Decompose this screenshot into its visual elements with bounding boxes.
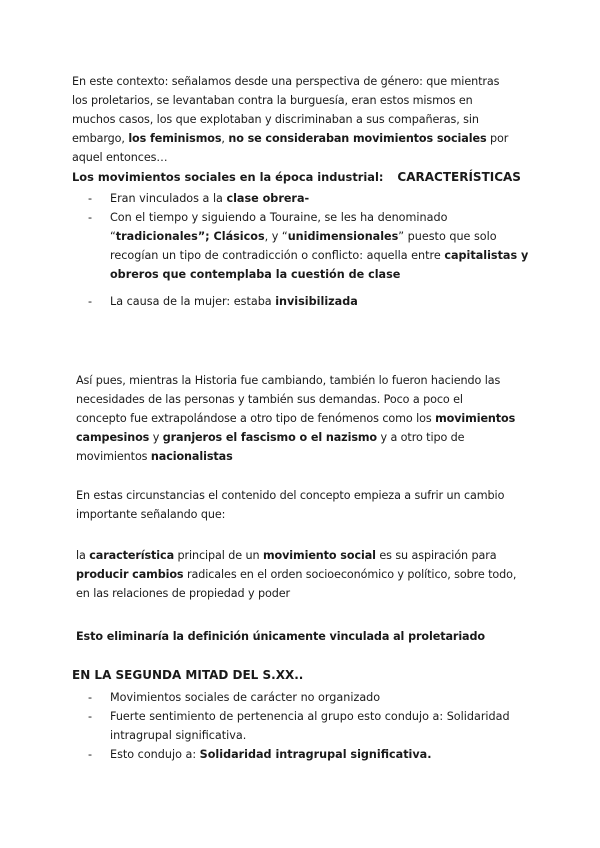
- text-run: principal de un: [174, 549, 263, 562]
- text-run: En este contexto: señalamos desde una perspectiva de género: que mientras los proletarios, se levantaban contra la burguesía, eran estos mismos en muchos casos, los que explotaban y discriminaban a sus compañeras, sin embargo,: [72, 75, 500, 145]
- heading-right: CARACTERÍSTICAS: [397, 170, 521, 184]
- emphasis-granjeros: granjeros el fascismo o el nazismo: [162, 431, 378, 444]
- second-half-list: [88, 688, 528, 764]
- emphasis-capitalistas-obreros: capitalistas y obreros que contemplaba la cuestión de clase: [110, 249, 529, 281]
- text-run: por aquel entonces…: [72, 132, 509, 164]
- list-item: [88, 745, 528, 764]
- list-item: [88, 292, 530, 311]
- text-run: y: [149, 431, 163, 444]
- text-run: La causa de la mujer: estaba: [110, 295, 276, 308]
- definition-paragraph: [76, 546, 524, 603]
- text-run: Esto eliminaría la definición únicamente vinculada al proletariado: [76, 630, 485, 643]
- emphasis-campesinos: movimientos campesinos: [76, 412, 516, 444]
- emphasis-clasicos: ”; Clásicos: [197, 230, 265, 243]
- list-item: [88, 688, 528, 707]
- circumstances-paragraph: [76, 486, 506, 524]
- list-item: [88, 707, 528, 745]
- text-run: , y “: [264, 230, 288, 243]
- conclusion-paragraph: [76, 627, 516, 646]
- emphasis-producir-cambios: producir cambios: [76, 568, 184, 581]
- emphasis-clase-obrera: clase obrera-: [226, 192, 310, 205]
- history-paragraph: [76, 371, 516, 466]
- emphasis-solidaridad: Solidaridad intragrupal significativa.: [199, 748, 432, 761]
- list-item: [88, 189, 530, 208]
- intro-paragraph: [72, 72, 512, 167]
- text-run: En estas circunstancias el contenido del concepto empieza a sufrir un cambio importante señalando que:: [76, 489, 505, 521]
- emphasis-no-movimientos: no se consideraban movimientos sociales: [228, 132, 487, 145]
- characteristics-list: [88, 189, 530, 311]
- emphasis-nacionalistas: nacionalistas: [150, 450, 233, 463]
- text-run: ” puesto que solo recogían un tipo de contradicción o conflicto: aquella entre: [110, 230, 497, 262]
- section-heading-second-half: [72, 668, 472, 682]
- text-run: Esto condujo a:: [110, 748, 200, 761]
- text-run: Fuerte sentimiento de pertenencia al grupo esto condujo a: Solidaridad intragrupal significativa.: [110, 710, 510, 742]
- list-item: [88, 208, 530, 284]
- emphasis-feminismos: los feminismos: [128, 132, 222, 145]
- text-run: Movimientos sociales de carácter no organizado: [110, 691, 381, 704]
- emphasis-tradicionales: tradicionales: [115, 230, 198, 243]
- text-run: Con el tiempo y siguiendo a Touraine, se les ha denominado “: [110, 211, 448, 243]
- text-run: Así pues, mientras la Historia fue cambiando, también lo fueron haciendo las necesidades de las personas y también sus demandas. Poco a poco el concepto fue extrapolándose a otro tipo de fenómenos como los: [76, 374, 501, 425]
- heading-text: EN LA SEGUNDA MITAD DEL S.XX..: [72, 668, 304, 682]
- heading-left: Los movimientos sociales en la época industrial:: [72, 170, 384, 184]
- text-run: Eran vinculados a la: [110, 192, 227, 205]
- emphasis-invisibilizada: invisibilizada: [275, 295, 358, 308]
- text-run: la: [76, 549, 90, 562]
- emphasis-movimiento-social: movimiento social: [262, 549, 376, 562]
- emphasis-unidimensionales: unidimensionales: [287, 230, 399, 243]
- text-run: es su aspiración para: [375, 549, 497, 562]
- text-run: ,: [221, 132, 229, 145]
- emphasis-caracteristica: característica: [89, 549, 175, 562]
- text-run: radicales en el orden socioeconómico y político, sobre todo, en las relaciones de propiedad y poder: [76, 568, 517, 600]
- text-run: y a otro tipo de movimientos: [76, 431, 465, 463]
- section-heading-industrial: [72, 170, 532, 184]
